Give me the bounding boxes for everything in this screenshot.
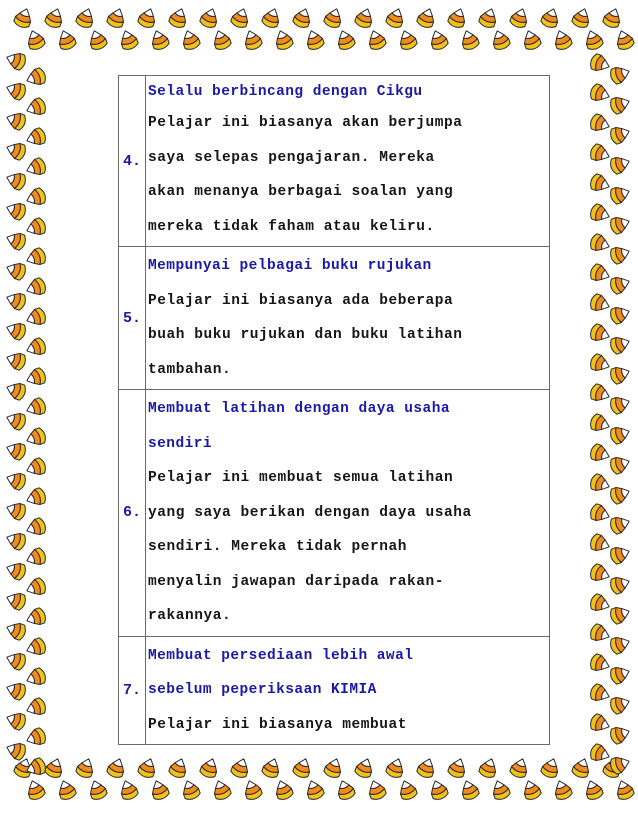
candy-corn-icon: [4, 500, 27, 522]
candy-corn-icon: [199, 756, 221, 779]
candy-corn-icon: [211, 778, 233, 801]
candy-corn-icon: [323, 6, 345, 29]
candy-corn-icon: [609, 424, 632, 446]
candy-corn-icon: [589, 233, 612, 255]
candy-corn-icon: [447, 6, 469, 29]
candy-corn-icon: [589, 443, 612, 465]
candy-corn-icon: [447, 756, 469, 779]
candy-corn-icon: [4, 620, 27, 642]
candy-corn-icon: [24, 577, 47, 599]
candy-corn-icon: [589, 683, 612, 705]
candy-corn-icon: [589, 383, 612, 405]
row-text-line: mereka tidak faham atau keliru.: [148, 218, 435, 235]
candy-corn-icon: [614, 778, 636, 801]
candy-corn-icon: [428, 778, 450, 801]
candy-corn-icon: [609, 304, 632, 326]
candy-corn-icon: [323, 756, 345, 779]
candy-corn-icon: [4, 110, 27, 132]
row-text-line: Pelajar ini membuat semua latihan: [148, 470, 454, 486]
candy-corn-icon: [589, 713, 612, 735]
candy-corn-icon: [24, 247, 47, 269]
candy-corn-icon: [589, 83, 612, 105]
candy-corn-icon: [335, 778, 357, 801]
candy-corn-icon: [149, 778, 171, 801]
candy-corn-icon: [24, 157, 47, 179]
candy-corn-icon: [168, 756, 190, 779]
candy-corn-icon: [4, 230, 27, 252]
candy-corn-icon: [4, 680, 27, 702]
candy-corn-icon: [56, 28, 78, 51]
candy-corn-icon: [589, 563, 612, 585]
row-heading: Membuat persediaan lebih awal: [148, 647, 414, 664]
candy-corn-icon: [24, 337, 47, 359]
table-row: [119, 636, 550, 745]
candy-corn-icon: [589, 413, 612, 435]
candy-corn-icon: [230, 6, 252, 29]
candy-corn-icon: [4, 650, 27, 672]
candy-corn-icon: [24, 307, 47, 329]
row-text-line: menyalin jawapan daripada rakan-: [148, 573, 445, 590]
candy-corn-icon: [24, 367, 47, 389]
row-text-line: sendiri. Mereka tidak pernah: [148, 539, 408, 555]
candy-corn-icon: [261, 756, 283, 779]
candy-corn-icon: [552, 778, 574, 801]
candy-corn-icon: [478, 6, 500, 29]
candy-corn-icon: [571, 756, 593, 779]
candy-corn-icon: [4, 320, 27, 342]
candy-corn-icon: [292, 756, 314, 779]
candy-corn-icon: [25, 28, 47, 51]
candy-corn-icon: [609, 454, 632, 476]
candy-corn-icon: [24, 517, 47, 539]
candy-corn-icon: [261, 6, 283, 29]
candy-corn-icon: [521, 28, 543, 51]
row-text-line: buah buku rujukan dan buku latihan: [148, 327, 463, 343]
candy-corn-icon: [4, 530, 27, 552]
candy-corn-icon: [609, 694, 632, 716]
row-content: [146, 636, 550, 745]
candy-corn-icon: [589, 623, 612, 645]
candy-corn-icon: [242, 28, 264, 51]
candy-corn-icon: [24, 427, 47, 449]
candy-corn-icon: [25, 778, 47, 801]
candy-corn-icon: [354, 6, 376, 29]
candy-corn-icon: [571, 6, 593, 29]
candy-corn-icon: [589, 473, 612, 495]
candy-corn-icon: [397, 778, 419, 801]
candy-corn-icon: [609, 514, 632, 536]
candy-corn-icon: [118, 28, 140, 51]
candy-corn-icon: [24, 397, 47, 419]
row-text-line: saya selepas pengajaran. Mereka: [148, 149, 435, 166]
candy-corn-icon: [24, 187, 47, 209]
row-content: [146, 247, 550, 390]
row-text-line: rakannya.: [148, 608, 232, 624]
candy-corn-icon: [273, 28, 295, 51]
row-content: [146, 76, 550, 247]
candy-corn-icon: [4, 200, 27, 222]
candy-corn-icon: [385, 756, 407, 779]
candy-corn-icon: [609, 634, 632, 656]
candy-corn-icon: [540, 756, 562, 779]
candy-corn-icon: [354, 756, 376, 779]
candy-corn-icon: [304, 778, 326, 801]
candy-corn-icon: [4, 50, 27, 72]
candy-corn-icon: [168, 6, 190, 29]
candy-corn-icon: [589, 113, 612, 135]
row-number: 4.: [119, 76, 146, 247]
candy-corn-icon: [118, 778, 140, 801]
candy-corn-icon: [521, 778, 543, 801]
candy-corn-icon: [609, 364, 632, 386]
candy-corn-icon: [428, 28, 450, 51]
table-row: [119, 390, 550, 637]
candy-corn-icon: [24, 607, 47, 629]
candy-corn-icon: [602, 6, 624, 29]
candy-corn-icon: [24, 67, 47, 89]
row-text-line: Pelajar ini biasanya ada beberapa: [148, 292, 454, 309]
candy-corn-icon: [589, 203, 612, 225]
content-table: [118, 75, 550, 745]
candy-corn-icon: [24, 727, 47, 749]
candy-corn-icon: [4, 470, 27, 492]
candy-corn-icon: [4, 710, 27, 732]
row-text-line: Pelajar ini biasanya akan berjumpa: [148, 115, 463, 131]
candy-corn-icon: [4, 380, 27, 402]
candy-corn-icon: [13, 6, 35, 29]
candy-corn-icon: [106, 6, 128, 29]
candy-corn-icon: [335, 28, 357, 51]
candy-corn-icon: [609, 94, 632, 116]
candy-corn-icon: [75, 6, 97, 29]
candy-corn-icon: [385, 6, 407, 29]
candy-corn-icon: [106, 756, 128, 779]
candy-corn-icon: [609, 274, 632, 296]
candy-corn-icon: [609, 184, 632, 206]
candy-corn-icon: [4, 260, 27, 282]
candy-corn-icon: [490, 778, 512, 801]
candy-corn-icon: [4, 170, 27, 192]
candy-corn-icon: [589, 503, 612, 525]
candy-corn-icon: [609, 154, 632, 176]
candy-corn-icon: [4, 350, 27, 372]
candy-corn-icon: [242, 778, 264, 801]
candy-corn-icon: [609, 604, 632, 626]
candy-corn-icon: [490, 28, 512, 51]
candy-corn-icon: [87, 28, 109, 51]
candy-corn-icon: [609, 664, 632, 686]
candy-corn-icon: [24, 667, 47, 689]
row-text-line: yang saya berikan dengan daya usaha: [148, 504, 472, 521]
candy-corn-icon: [609, 244, 632, 266]
candy-corn-icon: [609, 394, 632, 416]
table-row: [119, 247, 550, 390]
candy-corn-icon: [4, 140, 27, 162]
candy-corn-icon: [552, 28, 574, 51]
candy-corn-icon: [149, 28, 171, 51]
candy-corn-icon: [24, 127, 47, 149]
candy-corn-icon: [24, 277, 47, 299]
candy-corn-icon: [589, 593, 612, 615]
candy-corn-icon: [4, 410, 27, 432]
candy-corn-icon: [4, 560, 27, 582]
candy-corn-icon: [180, 28, 202, 51]
candy-corn-icon: [416, 6, 438, 29]
candy-corn-icon: [292, 6, 314, 29]
row-heading: Mempunyai pelbagai buku rujukan: [148, 258, 432, 274]
candy-corn-icon: [509, 6, 531, 29]
candy-corn-icon: [589, 173, 612, 195]
candy-corn-icon: [4, 290, 27, 312]
row-heading: sendiri: [148, 435, 213, 452]
candy-corn-icon: [180, 778, 202, 801]
candy-corn-icon: [589, 323, 612, 345]
candy-corn-icon: [609, 124, 632, 146]
candy-corn-icon: [75, 756, 97, 779]
candy-corn-icon: [609, 574, 632, 596]
row-heading: Membuat latihan dengan daya usaha: [148, 401, 450, 417]
candy-corn-icon: [540, 6, 562, 29]
candy-corn-icon: [583, 28, 605, 51]
candy-corn-icon: [589, 53, 612, 75]
candy-corn-icon: [24, 457, 47, 479]
row-text-line: Pelajar ini biasanya membuat: [148, 716, 408, 733]
candy-corn-icon: [366, 778, 388, 801]
candy-corn-icon: [609, 724, 632, 746]
row-content: [146, 390, 550, 637]
row-heading: Selalu berbincang dengan Cikgu: [148, 84, 423, 100]
candy-corn-icon: [509, 756, 531, 779]
candy-corn-icon: [230, 756, 252, 779]
candy-corn-icon: [614, 28, 636, 51]
candy-corn-icon: [24, 637, 47, 659]
candy-corn-icon: [583, 778, 605, 801]
candy-corn-icon: [24, 97, 47, 119]
table-row: [119, 76, 550, 247]
candy-corn-icon: [137, 6, 159, 29]
row-number: 7.: [119, 636, 146, 745]
row-number: 5.: [119, 247, 146, 390]
candy-corn-icon: [24, 217, 47, 239]
candy-corn-icon: [366, 28, 388, 51]
candy-corn-icon: [44, 6, 66, 29]
candy-corn-icon: [459, 28, 481, 51]
candy-corn-icon: [589, 653, 612, 675]
candy-corn-icon: [24, 697, 47, 719]
candy-corn-icon: [4, 440, 27, 462]
candy-corn-icon: [589, 263, 612, 285]
candy-corn-icon: [609, 484, 632, 506]
candy-corn-icon: [4, 740, 27, 762]
candy-corn-icon: [589, 743, 612, 765]
candy-corn-icon: [589, 293, 612, 315]
candy-corn-icon: [24, 547, 47, 569]
candy-corn-icon: [459, 778, 481, 801]
candy-corn-icon: [609, 214, 632, 236]
row-number: 6.: [119, 390, 146, 637]
candy-corn-icon: [609, 334, 632, 356]
candy-corn-icon: [56, 778, 78, 801]
candy-corn-icon: [478, 756, 500, 779]
candy-corn-icon: [609, 64, 632, 86]
row-text-line: tambahan.: [148, 361, 232, 378]
candy-corn-icon: [304, 28, 326, 51]
candy-corn-icon: [211, 28, 233, 51]
candy-corn-icon: [24, 487, 47, 509]
row-text-line: akan menanya berbagai soalan yang: [148, 184, 454, 200]
candy-corn-icon: [199, 6, 221, 29]
candy-corn-icon: [87, 778, 109, 801]
candy-corn-icon: [273, 778, 295, 801]
candy-corn-icon: [44, 756, 66, 779]
candy-corn-icon: [416, 756, 438, 779]
candy-corn-icon: [4, 80, 27, 102]
candy-corn-icon: [609, 544, 632, 566]
candy-corn-icon: [589, 533, 612, 555]
candy-corn-icon: [589, 143, 612, 165]
candy-corn-icon: [589, 353, 612, 375]
candy-corn-icon: [4, 590, 27, 612]
candy-corn-icon: [137, 756, 159, 779]
row-heading: sebelum peperiksaan KIMIA: [148, 682, 377, 698]
candy-corn-icon: [397, 28, 419, 51]
